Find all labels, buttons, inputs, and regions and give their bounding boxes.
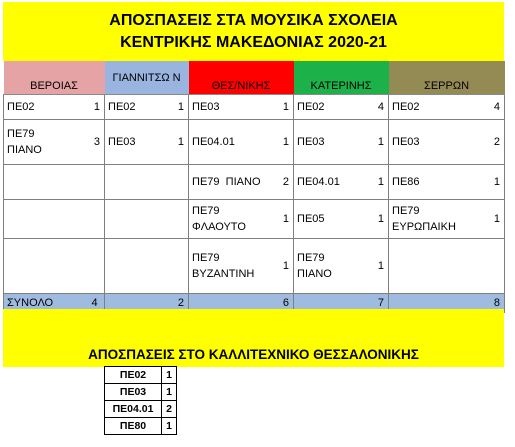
arts-school-title: ΑΠΟΣΠΑΣΕΙΣ ΣΤΟ ΚΑΛΛΙΤΕΧΝΙΚΟ ΘΕΣΣΑΛΟΝΙΚΗΣ: [88, 347, 419, 362]
cell-katerini-code: ΠΕ02: [294, 95, 375, 120]
cell-serres-count: 1: [491, 200, 505, 239]
arts-school-table: [104, 366, 177, 435]
cell-serres-code: [389, 200, 491, 239]
cell-serres-count: 2: [491, 120, 505, 165]
arts-count: 2: [162, 401, 177, 418]
title-line-2: ΚΕΝΤΡΙΚΗΣ ΜΑΚΕΔΟΝΙΑΣ 2020-21: [120, 33, 387, 51]
cell-serres-code: ΠΕ86: [389, 165, 491, 200]
music-schools-table: [3, 61, 505, 313]
cell-veria-count: [91, 239, 105, 294]
title-banner: [3, 2, 504, 61]
cell-katerini-count: 1: [375, 200, 389, 239]
cell-veria-count: 1: [91, 95, 105, 120]
code-line: ΕΥΡΩΠΑΙΚΗ: [392, 221, 456, 233]
cell-thessaloniki-count: 2: [280, 165, 294, 200]
cell-giannitsa-count: [175, 239, 189, 294]
header-giannitsa: ΓΙΑΝΝΙΤΣΩ Ν: [105, 61, 189, 95]
code-line: ΠΙΑΝΟ: [7, 144, 42, 156]
cell-thessaloniki-count: 1: [280, 239, 294, 294]
total-katerini: 7: [375, 294, 389, 313]
title-line-1: ΑΠΟΣΠΑΣΕΙΣ ΣΤΑ ΜΟΥΣΙΚΑ ΣΧΟΛΕΙΑ: [109, 11, 398, 29]
cell-giannitsa-code: [105, 239, 175, 294]
cell-veria-count: 3: [91, 120, 105, 165]
table-row: [105, 418, 177, 435]
cell-thessaloniki-code: [189, 200, 280, 239]
cell-thessaloniki-code: ΠΕ03: [189, 95, 280, 120]
code-line: ΠΕ79: [297, 252, 325, 264]
cell-serres-count: [491, 239, 505, 294]
header-veria: ΒΕΡΟΙΑΣ: [4, 61, 105, 95]
cell-giannitsa-count: [175, 200, 189, 239]
cell-veria-code: [4, 200, 91, 239]
cell-serres-count: 4: [491, 95, 505, 120]
table-row: [4, 239, 505, 294]
cell-veria-code: [4, 165, 91, 200]
table-row: [4, 200, 505, 239]
arts-count: 1: [162, 384, 177, 401]
total-giannitsa: 2: [175, 294, 189, 313]
arts-count: 1: [162, 418, 177, 435]
cell-veria-code: [4, 239, 91, 294]
arts-code: ΠΕ80: [105, 418, 162, 435]
arts-code: ΠΕ04.01: [105, 401, 162, 418]
cell-giannitsa-code: [105, 200, 175, 239]
table-row: [4, 95, 505, 120]
cell-serres-code: [389, 239, 491, 294]
total-label: ΣΥΝΟΛΟ: [4, 294, 91, 313]
code-line: ΠΕ79: [192, 205, 220, 217]
cell-serres-code: ΠΕ03: [389, 120, 491, 165]
header-thessaloniki: ΘΕΣ/ΝΙΚΗΣ: [189, 61, 294, 95]
cell-serres-count: 1: [491, 165, 505, 200]
cell-giannitsa-count: 1: [175, 95, 189, 120]
cell-katerini-count: 1: [375, 165, 389, 200]
table-row: [105, 401, 177, 418]
cell-thessaloniki-code: ΠΕ79 ΠΙΑΝΟ: [189, 165, 280, 200]
table-row: [105, 384, 177, 401]
table-row: [4, 165, 505, 200]
code-line: ΒΥΖΑΝΤΙΝΗ: [192, 268, 255, 280]
cell-thessaloniki-count: 1: [280, 200, 294, 239]
cell-giannitsa-code: ΠΕ03: [105, 120, 175, 165]
header-serres: ΣΕΡΡΩΝ: [389, 61, 505, 95]
header-katerini: ΚΑΤΕΡΙΝΗΣ: [294, 61, 389, 95]
cell-katerini-count: 4: [375, 95, 389, 120]
cell-thessaloniki-count: 1: [280, 120, 294, 165]
total-serres: 8: [491, 294, 505, 313]
arts-code: ΠΕ02: [105, 367, 162, 384]
cell-veria-count: [91, 200, 105, 239]
cell-veria-code: ΠΕ02: [4, 95, 91, 120]
cell-giannitsa-code: ΠΕ02: [105, 95, 175, 120]
table-row: [4, 120, 505, 165]
arts-code: ΠΕ03: [105, 384, 162, 401]
table-row: [105, 367, 177, 384]
code-line: ΠΙΑΝΟ: [297, 268, 332, 280]
total-veria: 4: [91, 294, 105, 313]
total-thessaloniki: 6: [280, 294, 294, 313]
cell-thessaloniki-count: 1: [280, 95, 294, 120]
cell-katerini-count: 1: [375, 120, 389, 165]
cell-thessaloniki-code: [189, 239, 280, 294]
code-line: ΠΕ79: [192, 252, 220, 264]
cell-katerini-code: ΠΕ04.01: [294, 165, 375, 200]
cell-veria-count: [91, 165, 105, 200]
code-line: ΦΛΑΟΥΤΟ: [192, 221, 246, 233]
arts-school-banner: [3, 309, 504, 367]
cell-veria-code: [4, 120, 91, 165]
cell-giannitsa-code: [105, 165, 175, 200]
header-row: [4, 61, 505, 95]
cell-giannitsa-count: [175, 165, 189, 200]
arts-count: 1: [162, 367, 177, 384]
code-line: ΠΕ79: [392, 205, 420, 217]
cell-serres-code: ΠΕ02: [389, 95, 491, 120]
cell-katerini-code: ΠΕ05: [294, 200, 375, 239]
cell-thessaloniki-code: ΠΕ04.01: [189, 120, 280, 165]
cell-katerini-code: ΠΕ03: [294, 120, 375, 165]
cell-katerini-code: [294, 239, 375, 294]
code-line: ΠΕ79: [7, 128, 35, 140]
cell-katerini-count: 1: [375, 239, 389, 294]
cell-giannitsa-count: 1: [175, 120, 189, 165]
